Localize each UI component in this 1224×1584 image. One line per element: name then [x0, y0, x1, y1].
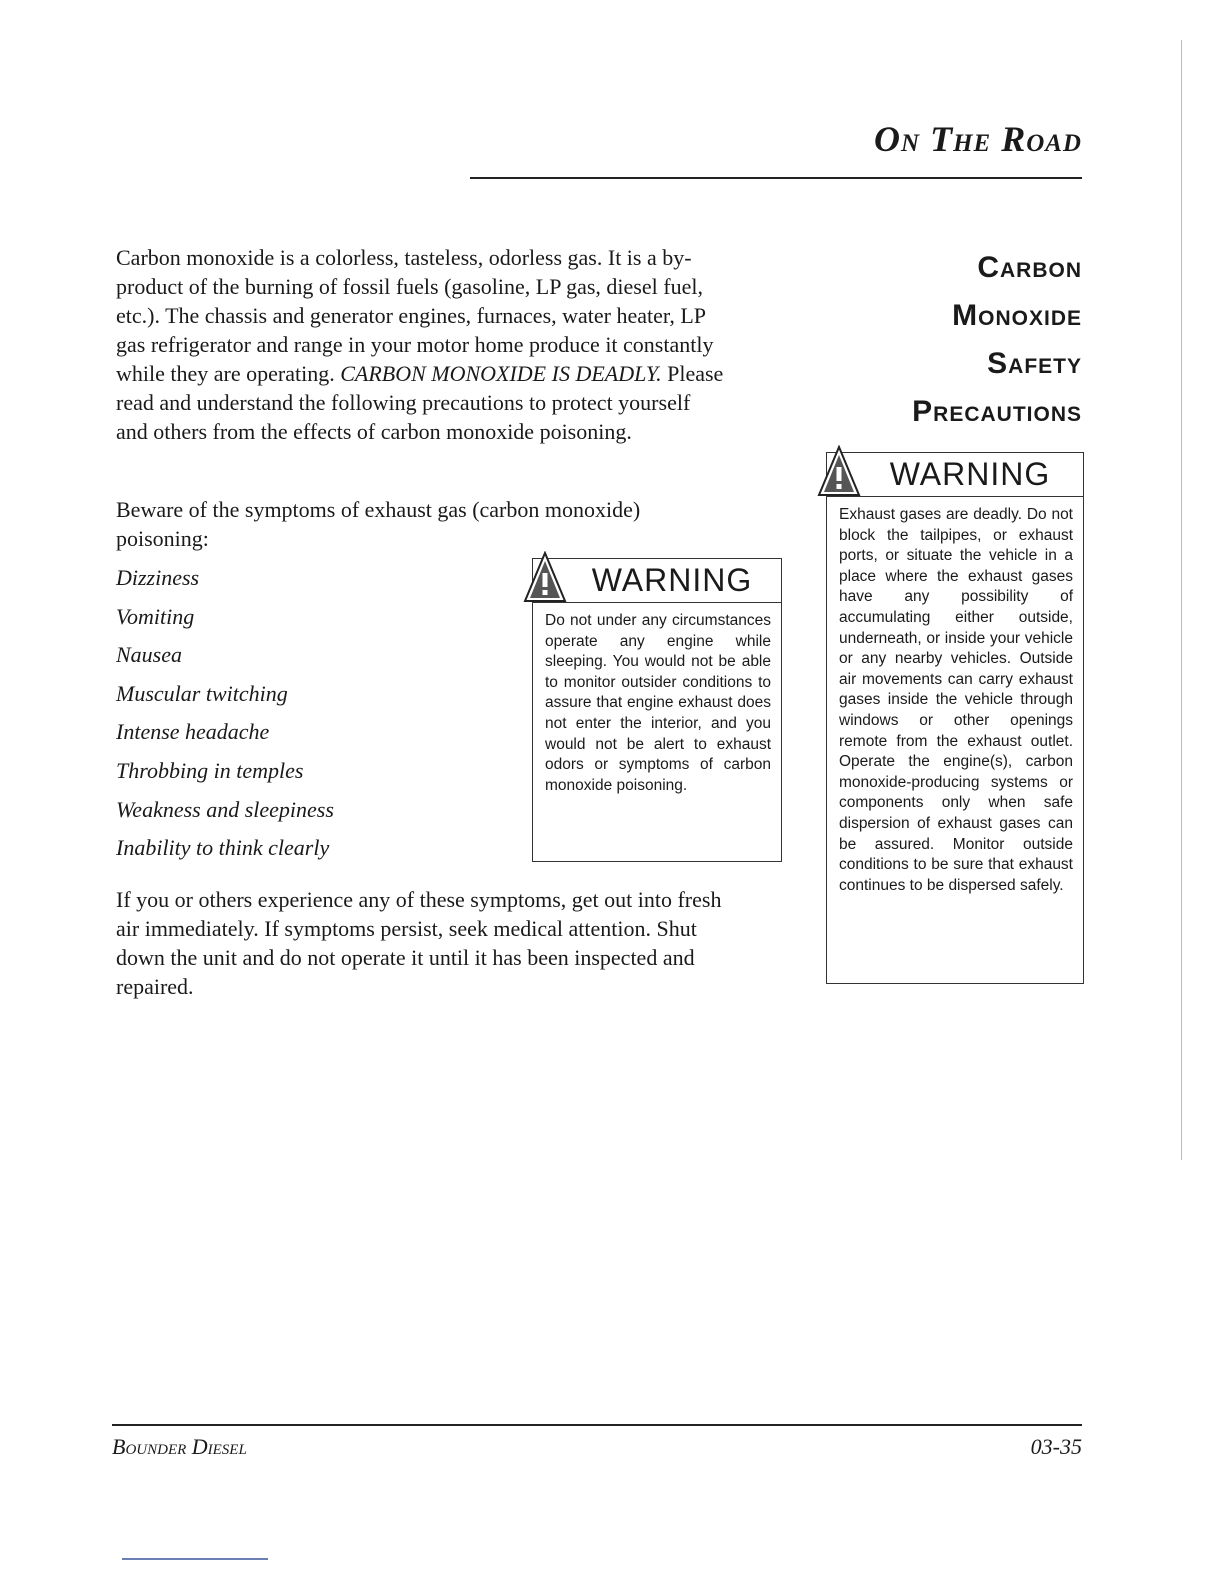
page-edge-line	[1181, 40, 1182, 1160]
symptom-item: Dizziness	[116, 565, 200, 590]
warning-box-exhaust	[826, 452, 1084, 984]
section-title	[912, 244, 1082, 436]
symptom-item: Nausea	[116, 642, 182, 668]
warning-box-engine	[532, 558, 782, 862]
symptom-item: Vomiting	[116, 603, 195, 629]
warning-text: Exhaust gases are deadly. Do not block the tailpipes, or exhaust ports, or situate the vehicle in a place where the exhaust gases have any possibility of accumulating either outside, underneath, or inside your vehicle or any nearby vehicles. Outside air movements can carry exhaust gases inside the vehicle through windows or other openings remote from the exhaust outlet. Operate the engine(s), carbon monoxide-producing systems or components only when safe dispersion of exhaust gases can be assured. Monitor outside conditions to be sure that exhaust continues to be dispersed safely.	[839, 506, 1073, 894]
section-title-line: Precautions	[912, 395, 1082, 428]
section-title-line: Monoxide	[952, 299, 1082, 332]
warning-text: Do not under any circumstances operate any engine while sleeping. You would not be able to monitor outsider conditions to assure that engine exhaust does not enter the interior, and you would not be alert to exhaust odors or symptoms of carbon monoxide poisoning.	[545, 612, 771, 794]
section-title-line: Safety	[987, 347, 1082, 380]
symptom-item: Muscular twitching	[116, 680, 288, 706]
symptom-item: Throbbing in temples	[116, 757, 304, 783]
intro-text-before: Carbon monoxide is a colorless, tasteless, odorless gas. It is a by-product of the burning of fossil fuels (gasoline, LP gas, diesel fuel, etc.). The chassis and generator engines, furnaces, water heater, LP gas refrigerator and range in your motor home produce it constantly while they are operating.	[116, 245, 714, 386]
warning-heading: WARNING	[827, 453, 1083, 497]
closing-paragraph: If you or others experience any of these symptoms, get out into fresh air immediately. If symptoms persist, seek medical attention. Shut down the unit and do not operate it until it has been inspected and repaired.	[116, 887, 722, 999]
deadly-emphasis: CARBON MONOXIDE IS DEADLY.	[340, 361, 662, 386]
footer-publication: Bounder Diesel	[112, 1434, 247, 1459]
intro-text-after: Please read and understand the following precautions to protect yourself and others from the effects of carbon monoxide poisoning.	[116, 361, 724, 444]
running-header: On The Road	[874, 119, 1082, 159]
intro-paragraph	[116, 243, 726, 446]
symptom-item: Inability to think clearly	[116, 835, 330, 861]
symptoms-intro: Beware of the symptoms of exhaust gas (carbon monoxide) poisoning:	[116, 497, 641, 551]
warning-heading: WARNING	[533, 559, 781, 603]
symptom-item: Weakness and sleepiness	[116, 796, 334, 822]
symptom-item: Intense headache	[116, 719, 270, 745]
bottom-mark	[122, 1558, 268, 1560]
footer-rule	[112, 1424, 1082, 1426]
header-rule	[470, 177, 1082, 179]
symptoms-list	[116, 563, 334, 872]
page-number: 03-35	[1030, 1434, 1082, 1459]
section-title-line: Carbon	[977, 251, 1082, 284]
